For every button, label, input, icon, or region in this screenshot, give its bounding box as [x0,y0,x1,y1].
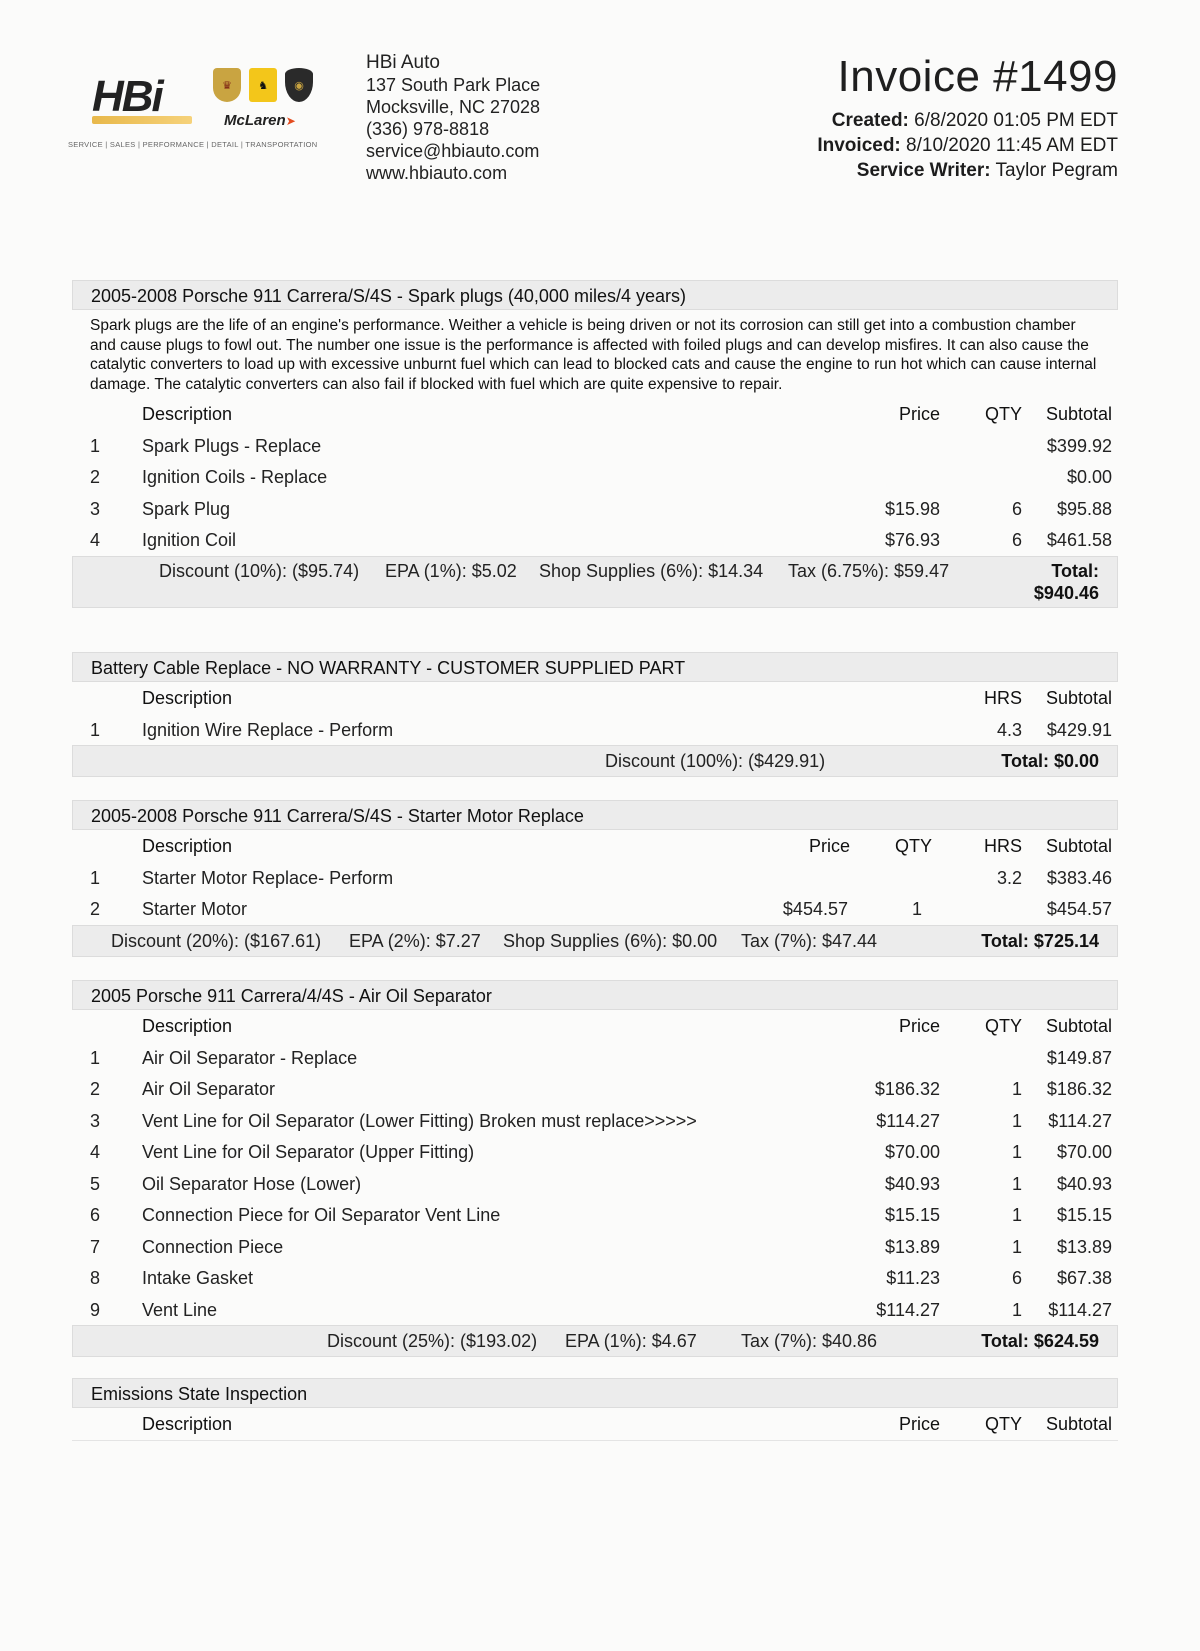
header-subtotal: Subtotal [1045,1414,1112,1434]
company-name: HBi Auto [366,52,440,73]
brand-badges [213,68,313,102]
section-divider [72,1440,1118,1441]
row-description: Starter Motor [142,899,248,919]
row-subtotal: $149.87 [1046,1047,1112,1068]
header-price: Price [898,404,940,424]
header-price: Price [898,1414,940,1434]
invoiced-date: 8/10/2020 11:45 AM EDT [906,135,1118,156]
summary-shop-supplies: Shop Supplies (6%): $0.00 [503,930,718,951]
created-line [817,108,1118,133]
table-row [72,1105,1118,1137]
table-header [72,682,1118,714]
row-subtotal: $114.27 [1048,1110,1112,1131]
header-qty: QTY [894,836,932,856]
row-price: $76.93 [884,530,940,550]
row-qty: 1 [1011,1299,1022,1320]
row-qty: 6 [1011,530,1022,550]
row-subtotal: $13.89 [1056,1236,1112,1257]
summary-epa: EPA (1%): $5.02 [385,560,517,581]
row-number: 6 [90,1205,101,1225]
mclaren-swoosh-icon: ➤ [285,114,296,128]
row-subtotal: $383.46 [1046,867,1112,888]
row-number: 1 [90,435,101,456]
service-writer-name: Taylor Pegram [995,160,1118,181]
table-row [72,1262,1118,1294]
summary-total [981,1331,1099,1352]
company-address-line2: Mocksville, NC 27028 [366,97,541,117]
company-logo [68,60,348,160]
header-subtotal: Subtotal [1045,836,1112,856]
section-title: 2005-2008 Porsche 911 Carrera/S/4S - Starter Motor Replace [72,800,1118,830]
row-description: Oil Separator Hose (Lower) [142,1173,362,1194]
row-number: 5 [90,1173,101,1194]
created-date: 6/8/2020 01:05 PM EDT [914,110,1118,131]
row-description: Ignition Coil [142,530,237,550]
header-qty: QTY [984,404,1022,424]
table-row [72,1168,1118,1200]
created-label: Created: [831,110,909,131]
section-summary [72,745,1118,777]
table-row [72,1136,1118,1168]
section-title: Battery Cable Replace - NO WARRANTY - CUSTOMER SUPPLIED PART [72,652,1118,682]
job-section-battery-cable [72,652,1118,777]
row-subtotal: $461.58 [1046,530,1112,550]
row-number: 2 [90,467,101,487]
header-subtotal: Subtotal [1045,404,1112,424]
table-row [72,430,1118,462]
service-writer-line [817,158,1118,183]
row-number: 2 [90,899,101,919]
row-description: Vent Line for Oil Separator (Upper Fitting) [142,1142,475,1162]
row-subtotal: $40.93 [1056,1173,1112,1194]
header-description: Description [142,1016,233,1036]
section-summary [72,1325,1118,1357]
logo-tagline: SERVICE | SALES | PERFORMANCE | DETAIL | TRANSPORTATION [68,140,318,149]
section-summary [72,556,1118,608]
row-qty: 6 [1011,1268,1022,1288]
table-row [72,1073,1118,1105]
summary-discount: Discount (100%): ($429.91) [605,751,826,771]
summary-epa: EPA (2%): $7.27 [349,930,481,951]
row-qty: 6 [1011,498,1022,519]
row-description: Starter Motor Replace- Perform [142,867,394,888]
summary-discount: Discount (10%): ($95.74) [159,560,360,581]
header-subtotal: Subtotal [1045,1016,1112,1036]
section-description: Spark plugs are the life of an engine's performance. Weither a vehicle is being driven or not its corrosion can still get into a combustion chamber and cause plugs to fowl out. The number one issue is the performance is affected with foiled plugs and can develop misfires. It can also cause the catalytic converters to load up with excessive unburnt fuel which can lead to blocked cats and cause the engine to run hot which can cause internal damage. The catalytic converters can also fail if blocked with fuel which are quite expensive to repair. [90,317,1097,393]
table-header [72,830,1118,862]
invoiced-label: Invoiced: [817,135,901,156]
row-description: Spark Plug [142,498,231,519]
porsche-crest-icon: ♛ [213,68,241,102]
row-description: Vent Line [142,1299,218,1320]
ferrari-horse-icon: ♞ [249,68,277,102]
row-description: Connection Piece for Oil Separator Vent Line [142,1205,501,1225]
summary-total [1001,751,1099,772]
header-description: Description [142,836,233,856]
invoice-meta [817,52,1118,183]
table-header [72,398,1118,430]
row-number: 8 [90,1268,101,1288]
row-price: $454.57 [782,899,848,919]
row-description: Vent Line for Oil Separator (Lower Fitting) Broken must replace>>>>> [142,1110,697,1131]
summary-tax: Tax (7%): $40.86 [741,1331,878,1351]
mclaren-logo [224,112,296,129]
mclaren-logo-text: McLaren [224,112,286,129]
summary-shop-supplies: Shop Supplies (6%): $14.34 [539,560,764,581]
invoice-title: Invoice #1499 [837,52,1118,101]
header-qty: QTY [984,1016,1022,1036]
row-qty: 1 [1011,1205,1022,1225]
row-description: Air Oil Separator - Replace [142,1047,358,1068]
row-number: 1 [90,867,101,888]
table-row [72,1042,1118,1074]
row-description: Intake Gasket [142,1268,254,1288]
row-subtotal: $95.88 [1056,498,1112,519]
header-price: Price [898,1016,940,1036]
table-row [72,493,1118,525]
row-hrs: 3.2 [996,867,1022,888]
row-price: $40.93 [884,1173,940,1194]
summary-epa: EPA (1%): $4.67 [565,1331,697,1351]
job-section-spark-plugs [72,280,1118,608]
row-subtotal: $454.57 [1046,899,1112,919]
lamborghini-bull-icon: ◉ [285,68,313,102]
job-section-air-oil-separator [72,980,1118,1357]
company-email: service@hbiauto.com [366,141,540,161]
job-section-starter-motor [72,800,1118,957]
table-row [72,524,1118,556]
header-description: Description [142,1414,233,1434]
row-number: 4 [90,530,101,550]
header-description: Description [142,404,233,424]
table-row [72,862,1118,894]
summary-total [981,931,1099,952]
header-hrs: HRS [983,688,1022,708]
row-subtotal: $0.00 [1066,467,1112,487]
row-description: Spark Plugs - Replace [142,435,322,456]
section-title: 2005 Porsche 911 Carrera/4/4S - Air Oil Separator [72,980,1118,1010]
invoiced-line [817,133,1118,158]
total-label: Total: [1051,560,1099,581]
row-number: 9 [90,1299,101,1320]
company-phone: (336) 978-8818 [366,119,490,139]
service-writer-label: Service Writer: [856,160,991,181]
row-description: Ignition Coils - Replace [142,467,328,487]
row-subtotal: $186.32 [1046,1079,1112,1099]
row-subtotal: $399.92 [1046,435,1112,456]
job-section-emissions-inspection [72,1378,1118,1441]
row-description: Connection Piece [142,1236,284,1257]
row-price: $114.27 [876,1110,940,1131]
row-description: Ignition Wire Replace - Perform [142,719,394,740]
table-row [72,893,1118,925]
row-number: 7 [90,1236,101,1257]
header-qty: QTY [984,1414,1022,1434]
row-subtotal: $429.91 [1046,719,1112,740]
table-row [72,1294,1118,1326]
total-value: Total: $725.14 [981,930,1099,951]
table-row [72,1199,1118,1231]
row-price: $13.89 [884,1236,940,1257]
summary-discount: Discount (20%): ($167.61) [111,930,322,951]
summary-tax: Tax (7%): $47.44 [741,930,878,951]
company-address-line1: 137 South Park Place [366,75,541,95]
hbi-logo [92,72,192,124]
section-summary [72,925,1118,957]
header-subtotal: Subtotal [1045,688,1112,708]
table-row [72,714,1118,746]
hbi-logo-text: HBi [92,72,162,121]
table-row [72,1231,1118,1263]
header-price: Price [808,836,850,856]
total-value: Total: $624.59 [981,1331,1099,1351]
row-qty: 1 [1011,1142,1022,1162]
row-number: 2 [90,1079,101,1099]
row-hrs: 4.3 [996,719,1022,740]
summary-discount: Discount (25%): ($193.02) [327,1331,538,1351]
row-price: $11.23 [886,1268,940,1288]
table-header [72,1010,1118,1042]
summary-tax: Tax (6.75%): $59.47 [788,560,950,581]
company-website: www.hbiauto.com [366,163,508,183]
total-value: $940.46 [1033,582,1099,603]
row-number: 3 [90,498,101,519]
row-number: 1 [90,719,101,740]
row-qty: 1 [911,899,922,919]
row-price: $70.00 [884,1142,940,1162]
table-row [72,461,1118,493]
section-title: 2005-2008 Porsche 911 Carrera/S/4S - Spark plugs (40,000 miles/4 years) [72,280,1118,310]
row-number: 4 [90,1142,101,1162]
row-qty: 1 [1011,1110,1022,1131]
row-price: $15.98 [884,498,940,519]
row-subtotal: $70.00 [1056,1142,1112,1162]
header-description: Description [142,688,233,708]
row-price: $15.15 [884,1205,940,1225]
row-qty: 1 [1011,1236,1022,1257]
row-subtotal: $67.38 [1056,1268,1112,1288]
company-info [366,52,540,184]
summary-total [1034,583,1099,604]
row-qty: 1 [1011,1173,1022,1194]
section-title: Emissions State Inspection [72,1378,1118,1408]
row-qty: 1 [1011,1079,1022,1099]
row-subtotal: $114.27 [1048,1299,1112,1320]
summary-total-label [1051,561,1099,582]
table-header [72,1408,1118,1440]
row-price: $114.27 [876,1299,940,1320]
row-number: 3 [90,1110,101,1131]
header-hrs: HRS [983,836,1022,856]
row-number: 1 [90,1047,101,1068]
row-description: Air Oil Separator [142,1079,276,1099]
row-price: $186.32 [874,1079,940,1099]
row-subtotal: $15.15 [1056,1205,1112,1225]
total-value: Total: $0.00 [1001,751,1099,771]
